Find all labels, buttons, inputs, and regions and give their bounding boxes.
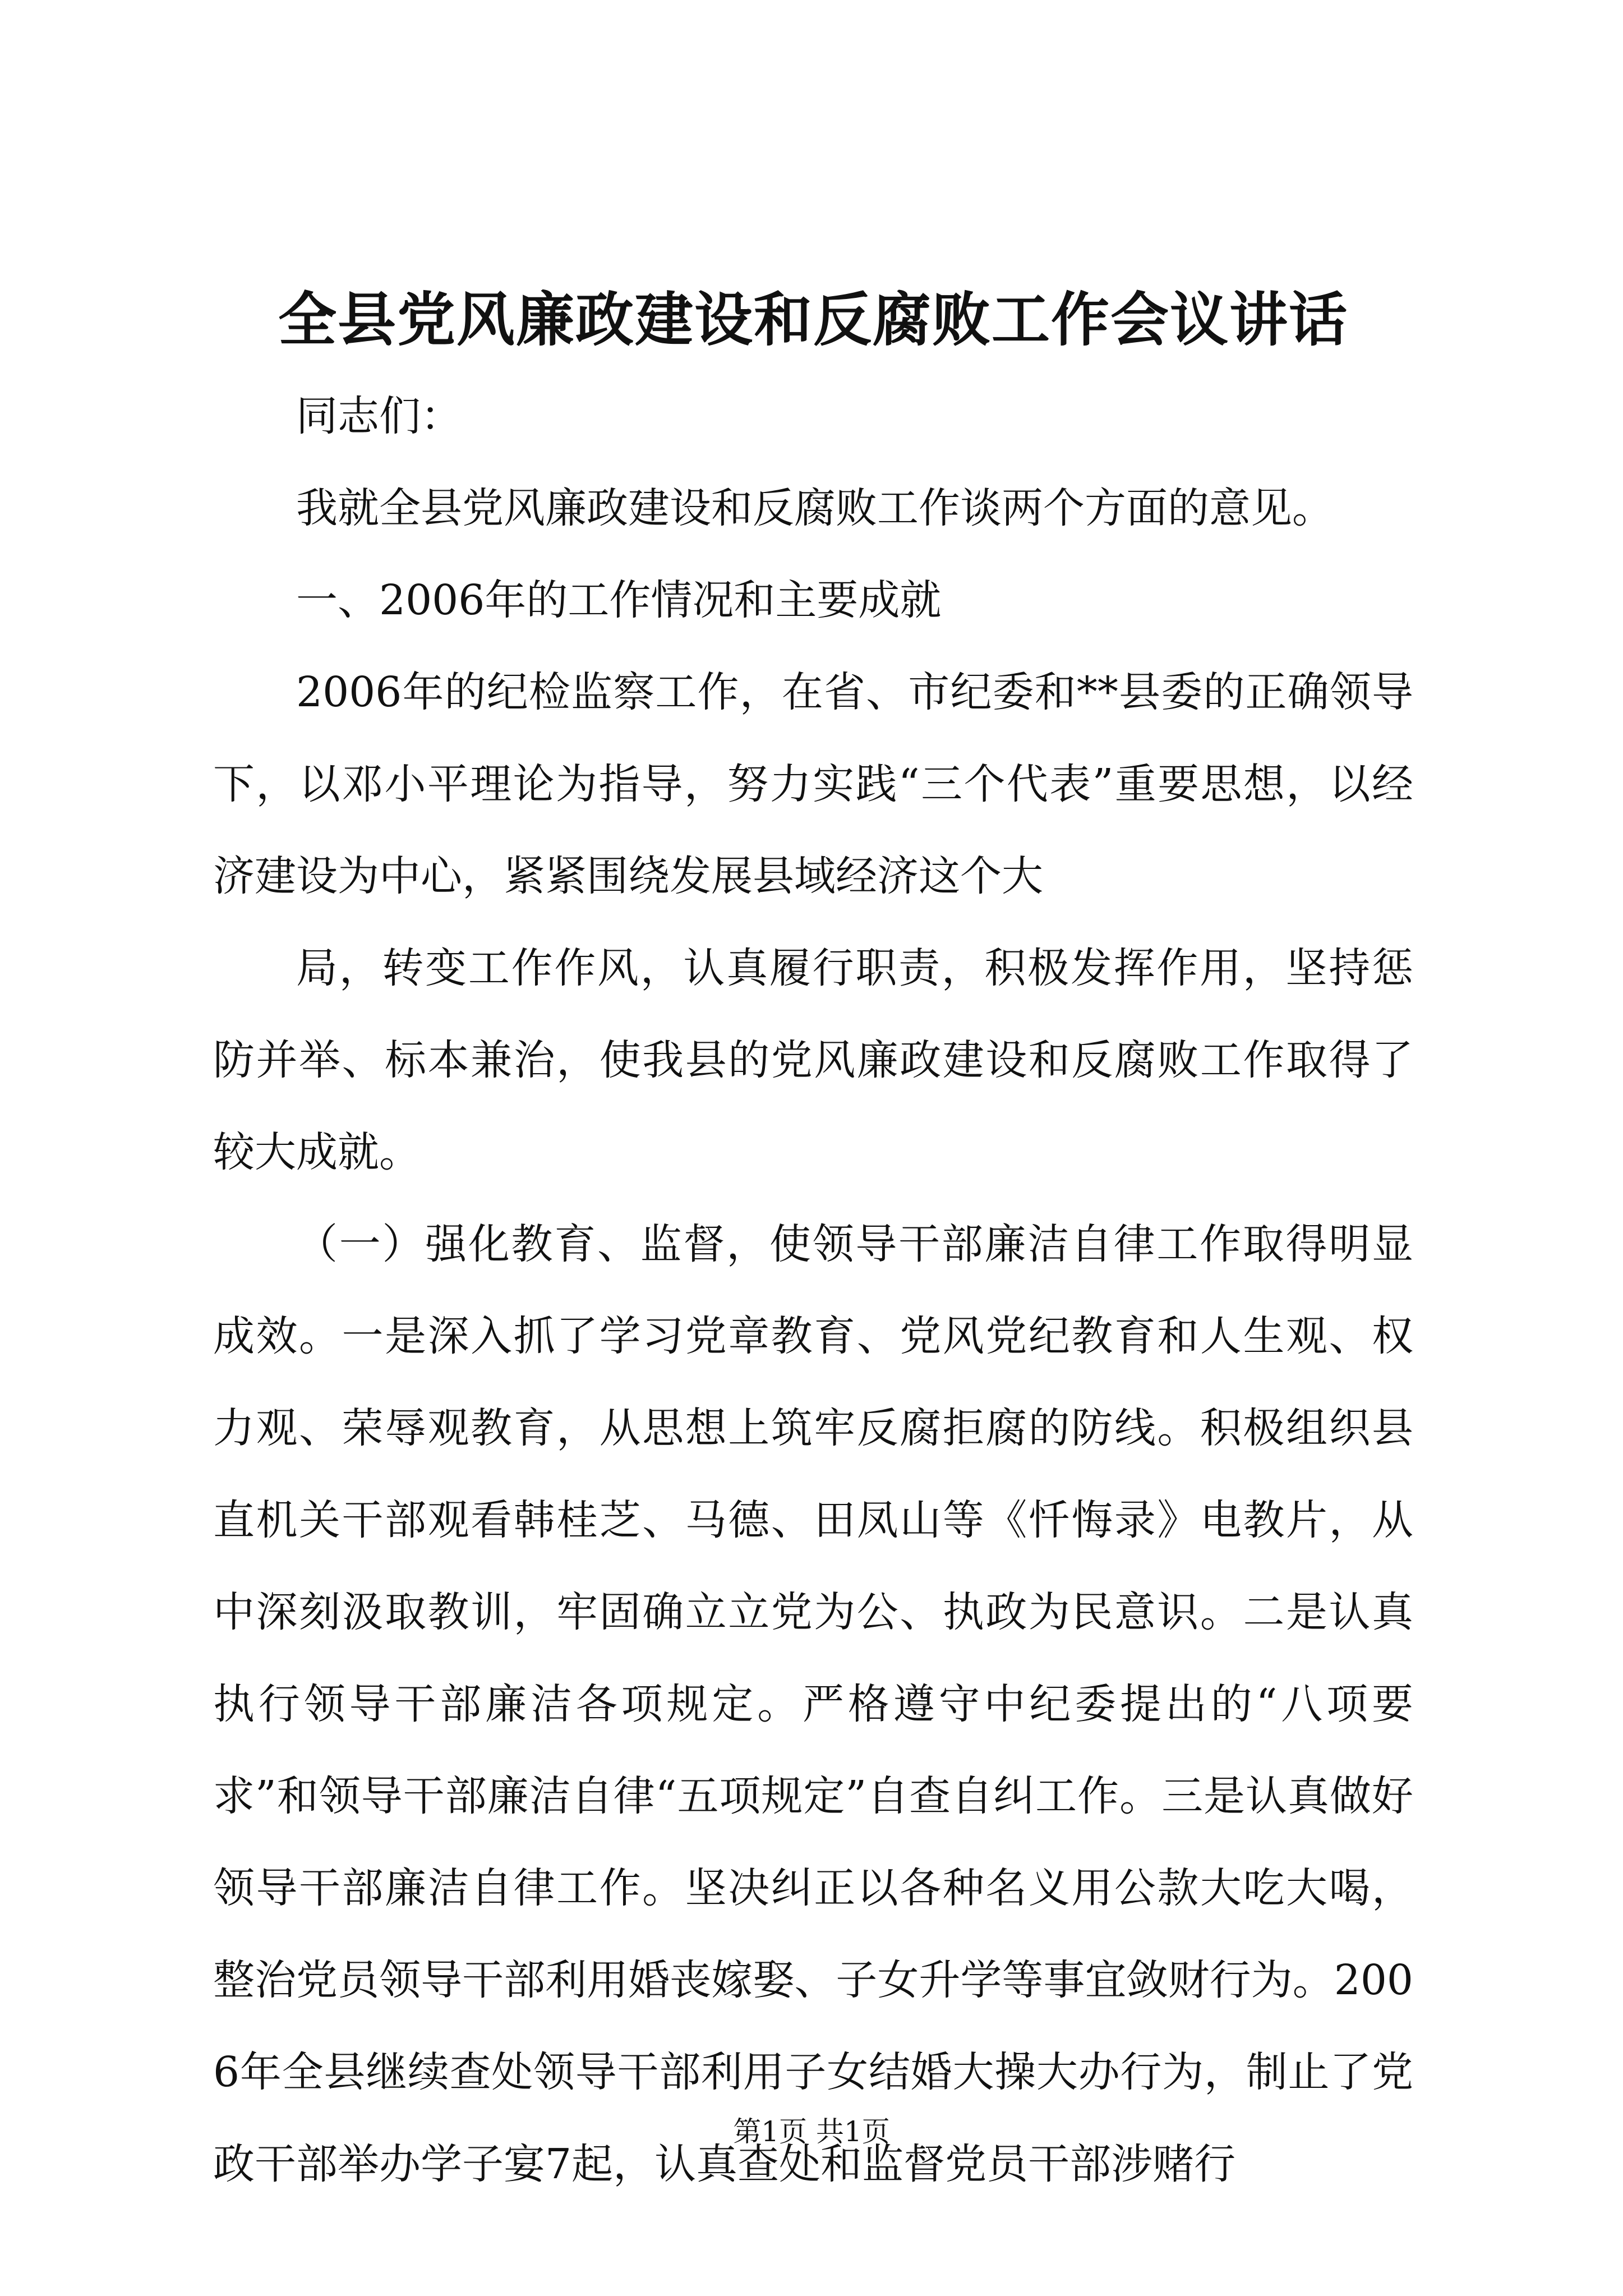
body-paragraph: （一）强化教育、监督，使领导干部廉洁自律工作取得明显成效。一是深入抓了学习党章教育、党风党纪教育和人生观、权力观、荣辱观教育，从思想上筑牢反腐拒腐的防线。积极组织县直机关干部观看韩桂芝、马德、田凤山等《忏悔录》电教片，从中深刻汲取教训，牢固确立立党为公、执政为民意识。二是认真执行领导干部廉洁各项规定。严格遵守中纪委提出的“八项要求”和领导干部廉洁自律“五项规定”自查自纠工作。三是认真做好领导干部廉洁自律工作。坚决纠正以各种名义用公款大吃大喝，整治党员领导干部利用婚丧嫁娶、子女升学等事宜敛财行为。2006年全县继续查处领导干部利用子女结婚大操大办行为，制止了党政干部举办学子宴7起，认真查处和监督党员干部涉赌行 (213, 1220, 1413, 2188)
document-title: 全县党风廉政建设和反腐败工作会议讲话 (278, 285, 1348, 354)
body-paragraph: 局，转变工作作风，认真履行职责，积极发挥作用，坚持惩防并举、标本兼治，使我县的党风廉政建设和反腐败工作取得了较大成就。 (213, 944, 1413, 1176)
section-heading: 一、2006年的工作情况和主要成就 (296, 576, 942, 624)
salutation-paragraph: 同志们： (296, 392, 462, 440)
body-paragraph: 2006年的纪检监察工作，在省、市纪委和**县委的正确领导下，以邓小平理论为指导，努力实践“三个代表”重要思想，以经济建设为中心，紧紧围绕发展县域经济这个大 (213, 668, 1413, 900)
intro-paragraph: 我就全县党风廉政建设和反腐败工作谈两个方面的意见。 (296, 484, 1334, 532)
page-number-footer: 第1页 共1页 (733, 2115, 890, 2148)
document-body (213, 370, 1413, 2210)
